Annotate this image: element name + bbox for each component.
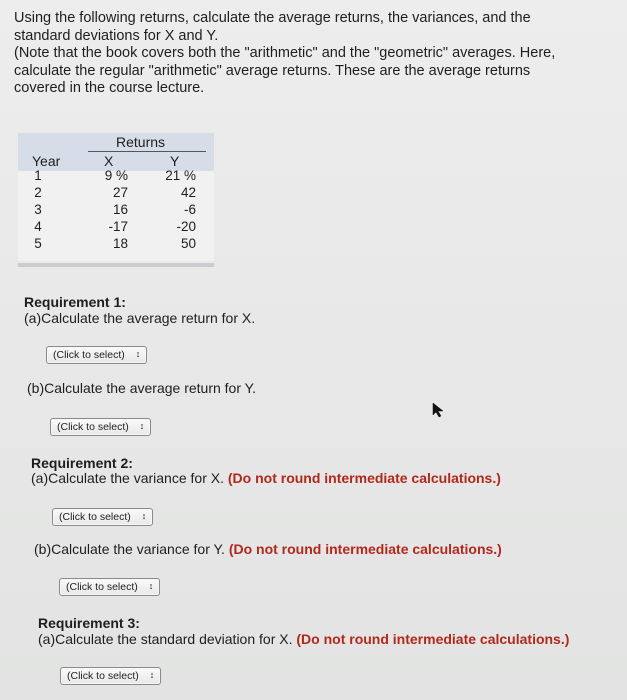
req1a-question: (a)Calculate the average return for X. [24, 310, 256, 326]
x-column-header: X [104, 153, 114, 169]
table-header [18, 133, 214, 171]
req2b-text: (b)Calculate the variance for Y. [34, 541, 229, 557]
year-cell: 3 [34, 202, 42, 217]
year-cell: 1 [34, 168, 42, 183]
updown-arrows-icon: ↕ [141, 511, 147, 521]
intro-line: standard deviations for X and Y. [14, 27, 219, 44]
intro-line: Using the following returns, calculate the average returns, the variances, and the [14, 10, 531, 26]
x-cell: 9 % [104, 168, 128, 183]
year-cell: 5 [34, 236, 42, 251]
rounding-note: (Do not round intermediate calculations.) [228, 541, 502, 557]
table-row [18, 236, 214, 253]
y-cell: -6 [183, 202, 196, 217]
req3a-text: (a)Calculate the standard deviation for X. [38, 631, 297, 647]
table-row [18, 202, 214, 219]
updown-arrows-icon: ↕ [148, 581, 154, 591]
req2b-question [34, 541, 502, 557]
req2b-select[interactable] [59, 578, 160, 596]
req3a-select[interactable] [60, 667, 161, 685]
y-cell: 50 [180, 236, 196, 251]
select-label: (Click to select) [59, 511, 131, 523]
year-cell: 4 [34, 219, 42, 234]
y-cell: 42 [180, 185, 196, 200]
header-divider [88, 151, 206, 152]
intro-line: covered in the course lecture. [14, 80, 205, 96]
requirement-1-title: Requirement 1: [24, 294, 126, 310]
req1b-select[interactable] [50, 418, 151, 436]
returns-table [18, 133, 214, 267]
rounding-note: (Do not round intermediate calculations.) [296, 631, 570, 647]
req1b-question: (b)Calculate the average return for Y. [27, 380, 257, 396]
intro-line: (Note that the book covers both the "arithmetic" and the "geometric" averages. Here, [14, 45, 556, 61]
x-cell: 16 [112, 202, 128, 217]
req2a-select[interactable] [52, 508, 153, 526]
y-cell: 21 % [165, 168, 196, 183]
req2a-text: (a)Calculate the variance for X. [31, 470, 228, 486]
x-cell: 27 [112, 185, 128, 200]
x-cell: -17 [108, 219, 128, 234]
table-footer-bar [18, 263, 214, 267]
table-row [18, 168, 214, 185]
select-label: (Click to select) [57, 421, 129, 433]
updown-arrows-icon: ↕ [139, 421, 145, 431]
req2a-question [31, 470, 501, 486]
problem-statement [14, 10, 604, 98]
select-label: (Click to select) [53, 349, 125, 361]
returns-group-header: Returns [116, 134, 166, 150]
table-row [18, 185, 214, 202]
y-column-header: Y [170, 153, 180, 169]
updown-arrows-icon: ↕ [149, 670, 155, 680]
requirement-3-title: Requirement 3: [38, 615, 140, 631]
select-label: (Click to select) [66, 581, 138, 593]
x-cell: 18 [112, 236, 128, 251]
select-label: (Click to select) [67, 670, 139, 682]
req1a-select[interactable] [46, 346, 147, 364]
req3a-question [38, 631, 569, 647]
y-cell: -20 [176, 219, 196, 234]
rounding-note: (Do not round intermediate calculations.) [227, 470, 501, 486]
intro-line: calculate the regular "arithmetic" average returns. These are the average returns [14, 62, 531, 79]
updown-arrows-icon: ↕ [135, 349, 141, 359]
mouse-pointer-icon [432, 402, 446, 418]
year-cell: 2 [34, 185, 42, 200]
table-body [18, 168, 214, 261]
year-column-header: Year [32, 153, 61, 169]
table-row [18, 219, 214, 236]
requirement-2-title: Requirement 2: [31, 455, 133, 471]
